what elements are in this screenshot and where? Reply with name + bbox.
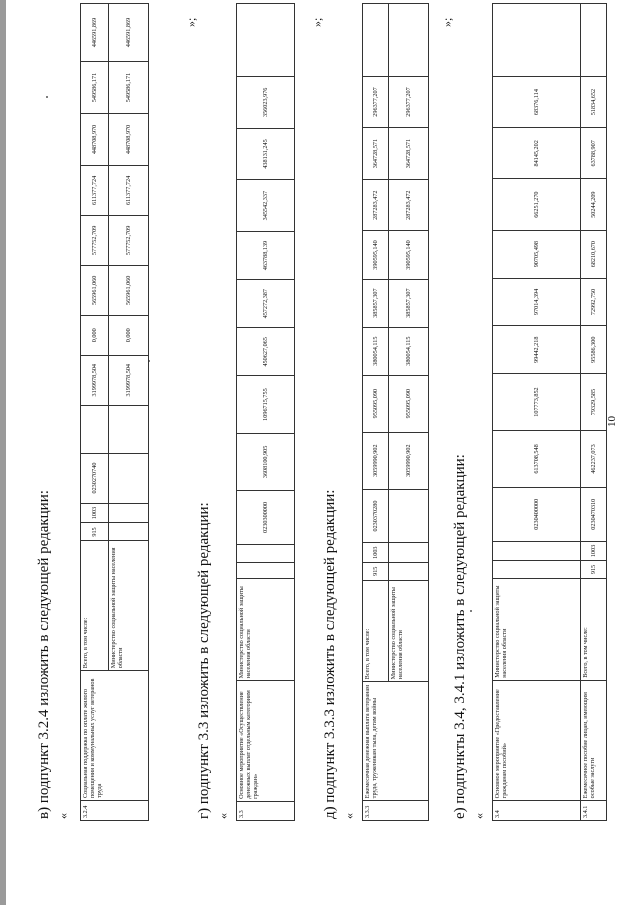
value-cell: 446591,869: [109, 4, 149, 62]
value-total: [109, 405, 149, 453]
value-total: 3059990,902: [363, 432, 389, 489]
value-cell: [581, 4, 607, 77]
table-row: [389, 4, 429, 821]
value-cell: 364728,571: [363, 128, 389, 180]
value-cell: 577752,709: [81, 215, 109, 265]
value-cell: 955095,090: [363, 375, 389, 432]
row-name: Ежемесячное пособие лицам, имеющим особые заслуги: [581, 680, 607, 801]
value-cell: 79329,585: [581, 374, 607, 431]
value-cell: 390595,140: [363, 231, 389, 279]
row-number: 3.3.3: [363, 801, 389, 821]
table-row: [81, 4, 109, 821]
section-heading-v: в) подпункт 3.2.4 изложить в следующей редакции:: [36, 490, 52, 819]
value-total: 462237,073: [581, 431, 607, 488]
quote-close: »;: [310, 17, 324, 27]
row-executor: Министерство социальной защиты населения области: [237, 579, 295, 681]
code-section: [237, 544, 295, 562]
row-executor: Министерство социальной защиты населения области: [389, 580, 429, 682]
value-cell: 356023,976: [237, 76, 295, 128]
code-target: 0230300000: [237, 491, 295, 545]
row-executor: Всего, в том числе:: [81, 541, 109, 671]
value-cell: 63788,907: [581, 128, 607, 179]
row-number: [109, 801, 149, 821]
row-name: [389, 682, 429, 801]
value-cell: 68376,114: [493, 76, 581, 127]
value-cell: 438131,245: [237, 128, 295, 180]
code-ministry: [109, 523, 149, 541]
table-row: [109, 4, 149, 821]
code-section: 1003: [81, 503, 109, 523]
code-target: [389, 489, 429, 543]
code-section: 1003: [363, 543, 389, 563]
quote-close: »;: [440, 17, 454, 27]
row-executor: Министерство социальной защиты населения области: [493, 578, 581, 680]
value-cell: 84145,202: [493, 128, 581, 179]
value-cell: 448708,970: [109, 113, 149, 165]
table-row: [237, 4, 295, 821]
code-target: 0230370280: [363, 489, 389, 543]
quote-open: «: [342, 813, 356, 819]
row-executor: Всего, в том числе:: [581, 578, 607, 680]
value-cell: 107773,852: [493, 374, 581, 431]
value-cell: 0,000: [109, 315, 149, 355]
table-subitem-3-2-4: [80, 3, 149, 821]
value-cell: 3199978,504: [81, 355, 109, 405]
code-target: 0230400000: [493, 487, 581, 541]
value-cell: 446591,869: [81, 4, 109, 62]
value-cell: 51834,652: [581, 76, 607, 127]
value-cell: 99442,218: [493, 326, 581, 374]
row-number: 3.2.4: [81, 801, 109, 821]
row-name: [109, 671, 149, 801]
code-ministry: [237, 562, 295, 578]
code-section: [109, 503, 149, 523]
row-number: 3.4.1: [581, 801, 607, 821]
table-subitem-3-3-3: [362, 3, 429, 821]
value-cell: 385857,307: [363, 279, 389, 327]
value-total: 3059990,902: [389, 432, 429, 489]
code-target: 0230470310: [581, 487, 607, 541]
value-cell: 565961,060: [109, 265, 149, 315]
code-ministry: 915: [81, 523, 109, 541]
row-name: Основное мероприятие «Осуществление денежных выплат отдельным категориям граждан»: [237, 681, 295, 801]
value-cell: 577752,709: [109, 215, 149, 265]
value-cell: 380054,115: [389, 327, 429, 375]
value-cell: 287283,472: [363, 179, 389, 231]
table-subitems-3-4: [492, 3, 607, 821]
section-heading-e: е) подпункты 3.4, 3.4.1 изложить в следующей редакции:: [452, 454, 468, 819]
row-executor: Министерство социальной защиты населения области: [109, 541, 149, 671]
value-cell: 448708,970: [81, 113, 109, 165]
value-cell: 450627,065: [237, 328, 295, 376]
section-heading-d: д) подпункт 3.3.3 изложить в следующей редакции:: [322, 489, 338, 819]
value-total: 613708,548: [493, 431, 581, 488]
value-cell: [237, 4, 295, 77]
code-section: [389, 543, 429, 563]
value-cell: 296377,207: [363, 76, 389, 128]
value-cell: 68210,670: [581, 230, 607, 278]
value-cell: 1096715,755: [237, 376, 295, 433]
row-name: Социальная поддержка по оплате жилого помещения и коммунальных услуг ветеранов труда: [81, 671, 109, 801]
value-cell: [389, 4, 429, 77]
code-ministry: [493, 561, 581, 579]
table-row: [581, 4, 607, 821]
row-number: 3.3: [237, 801, 295, 820]
table-row: [493, 4, 581, 821]
table-subitem-3-3: [236, 3, 295, 821]
value-cell: 549586,171: [81, 62, 109, 114]
value-cell: 463788,139: [237, 231, 295, 279]
code-target: [109, 453, 149, 503]
value-cell: 380054,115: [363, 327, 389, 375]
quote-open: «: [216, 813, 230, 819]
section-heading-g: г) подпункт 3.3 изложить в следующей редакции:: [196, 502, 212, 819]
code-section: 1003: [581, 541, 607, 561]
row-name: Основное мероприятие «Предоставление гражданам пособий»: [493, 680, 581, 801]
value-cell: 611377,724: [81, 165, 109, 215]
page-number: 10: [606, 416, 618, 427]
table-row: [363, 4, 389, 821]
code-target: 0230270740: [81, 453, 109, 503]
value-cell: 95586,300: [581, 326, 607, 374]
value-cell: 296377,207: [389, 76, 429, 128]
value-cell: 611377,724: [109, 165, 149, 215]
value-cell: 565961,060: [81, 265, 109, 315]
code-ministry: [389, 562, 429, 580]
code-section: [493, 541, 581, 561]
value-cell: 97014,394: [493, 278, 581, 326]
value-cell: 50244,209: [581, 179, 607, 230]
quote-open: «: [472, 813, 486, 819]
value-cell: [493, 4, 581, 77]
value-cell: 3199978,504: [109, 355, 149, 405]
value-cell: 72992,750: [581, 278, 607, 326]
value-cell: 549586,171: [109, 62, 149, 114]
code-ministry: 915: [581, 561, 607, 579]
value-cell: 364728,571: [389, 128, 429, 180]
value-cell: 90705,498: [493, 230, 581, 278]
value-cell: 0,000: [81, 315, 109, 355]
value-cell: 345542,337: [237, 180, 295, 232]
value-total: 3608100,905: [237, 433, 295, 490]
value-total: [81, 405, 109, 453]
value-cell: 287283,472: [389, 179, 429, 231]
code-ministry: 915: [363, 562, 389, 580]
row-number: [389, 801, 429, 821]
quote-close: »;: [184, 17, 198, 27]
quote-open: «: [56, 813, 70, 819]
value-cell: 955095,090: [389, 375, 429, 432]
value-cell: 457272,387: [237, 280, 295, 328]
value-cell: 390595,140: [389, 231, 429, 279]
row-number: 3.4: [493, 801, 581, 821]
value-cell: 66251,270: [493, 179, 581, 230]
row-executor: Всего, в том числе:: [363, 580, 389, 682]
value-cell: [363, 4, 389, 77]
value-cell: 385857,307: [389, 279, 429, 327]
row-name: Ежемесячная денежная выплата ветеранам труда, труженикам тыла, детям войны: [363, 682, 389, 801]
